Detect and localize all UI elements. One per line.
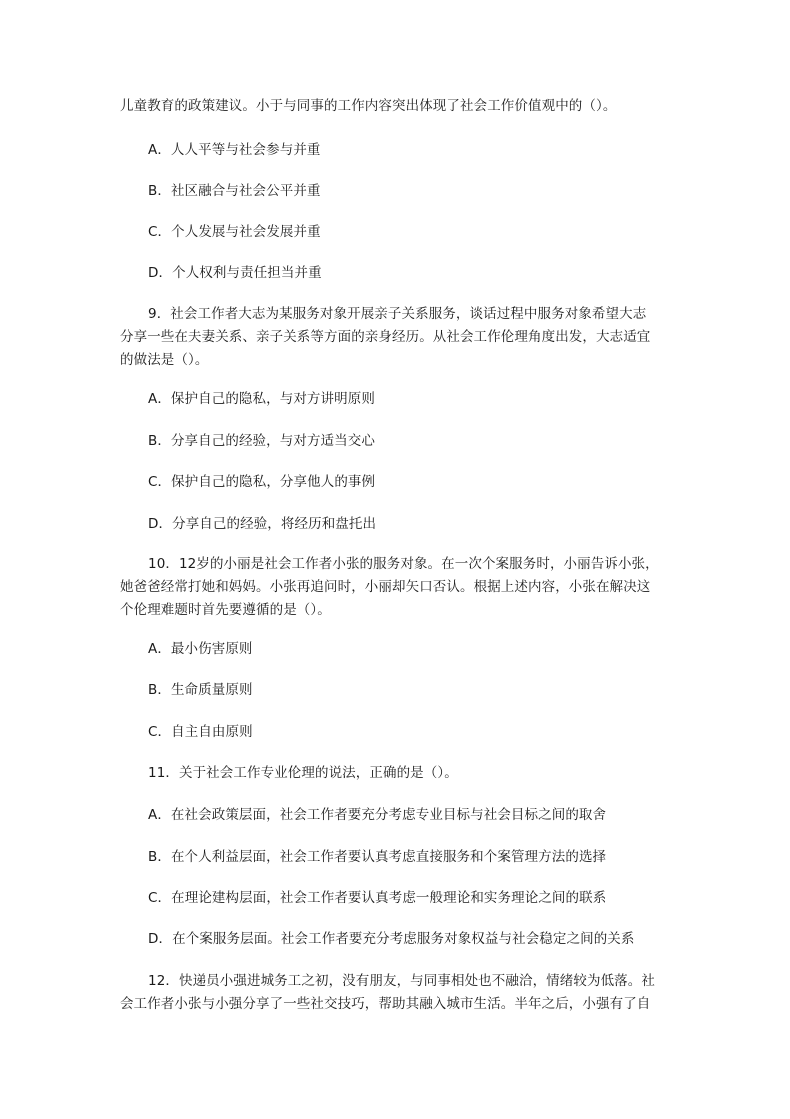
question-11-option-c: C．在理论建构层面，社会工作者要认真考虑一般理论和实务理论之间的联系	[148, 890, 607, 906]
question-8-option-a: A．人人平等与社会参与并重	[148, 142, 321, 158]
question-8-option-b: B．社区融合与社会公平并重	[148, 183, 321, 199]
question-12-line-2: 会工作者小张与小强分享了一些社交技巧，帮助其融入城市生活。半年之后，小强有了自	[120, 996, 651, 1012]
question-9-option-c: C．保护自己的隐私，分享他人的事例	[148, 474, 376, 490]
question-11-option-b: B．在个人利益层面，社会工作者要认真考虑直接服务和个案管理方法的选择	[148, 849, 607, 865]
question-10-option-c: C．自主自由原则	[148, 724, 253, 740]
question-10-option-a: A．最小伤害原则	[148, 641, 253, 657]
question-12-line-1: 12．快递员小强进城务工之初，没有朋友，与同事相处也不融洽，情绪较为低落。社	[148, 973, 655, 989]
question-9-option-b: B．分享自己的经验，与对方适当交心	[148, 433, 375, 449]
question-11-option-a: A．在社会政策层面，社会工作者要充分考虑专业目标与社会目标之间的取舍	[148, 807, 607, 823]
question-8-tail: 儿童教育的政策建议。小于与同事的工作内容突出体现了社会工作价值观中的（）。	[120, 98, 617, 114]
question-9-line-2: 分享一些在夫妻关系、亲子关系等方面的亲身经历。从社会工作伦理角度出发，大志适宜	[120, 329, 651, 345]
question-9-option-a: A．保护自己的隐私，与对方讲明原则	[148, 391, 375, 407]
question-8-option-c: C．个人发展与社会发展并重	[148, 224, 321, 240]
question-10-line-3: 个伦理难题时首先要遵循的是（）。	[120, 602, 331, 618]
question-11-line-1: 11．关于社会工作专业伦理的说法，正确的是（）。	[148, 765, 458, 781]
question-10-line-2: 她爸爸经常打她和妈妈。小张再追问时，小丽却矢口否认。根据上述内容，小张在解决这	[120, 579, 651, 595]
question-8-option-d: D．个人权利与责任担当并重	[148, 265, 322, 281]
question-10-option-b: B．生命质量原则	[148, 682, 253, 698]
question-11-option-d: D．在个案服务层面。社会工作者要充分考虑服务对象权益与社会稳定之间的关系	[148, 931, 635, 947]
question-9-option-d: D．分享自己的经验，将经历和盘托出	[148, 516, 377, 532]
question-9-line-3: 的做法是（）。	[120, 352, 209, 368]
question-10-line-1: 10．12岁的小丽是社会工作者小张的服务对象。在一次个案服务时，小丽告诉小张，	[148, 556, 659, 572]
question-9-line-1: 9．社会工作者大志为某服务对象开展亲子关系服务，谈话过程中服务对象希望大志	[148, 306, 647, 322]
